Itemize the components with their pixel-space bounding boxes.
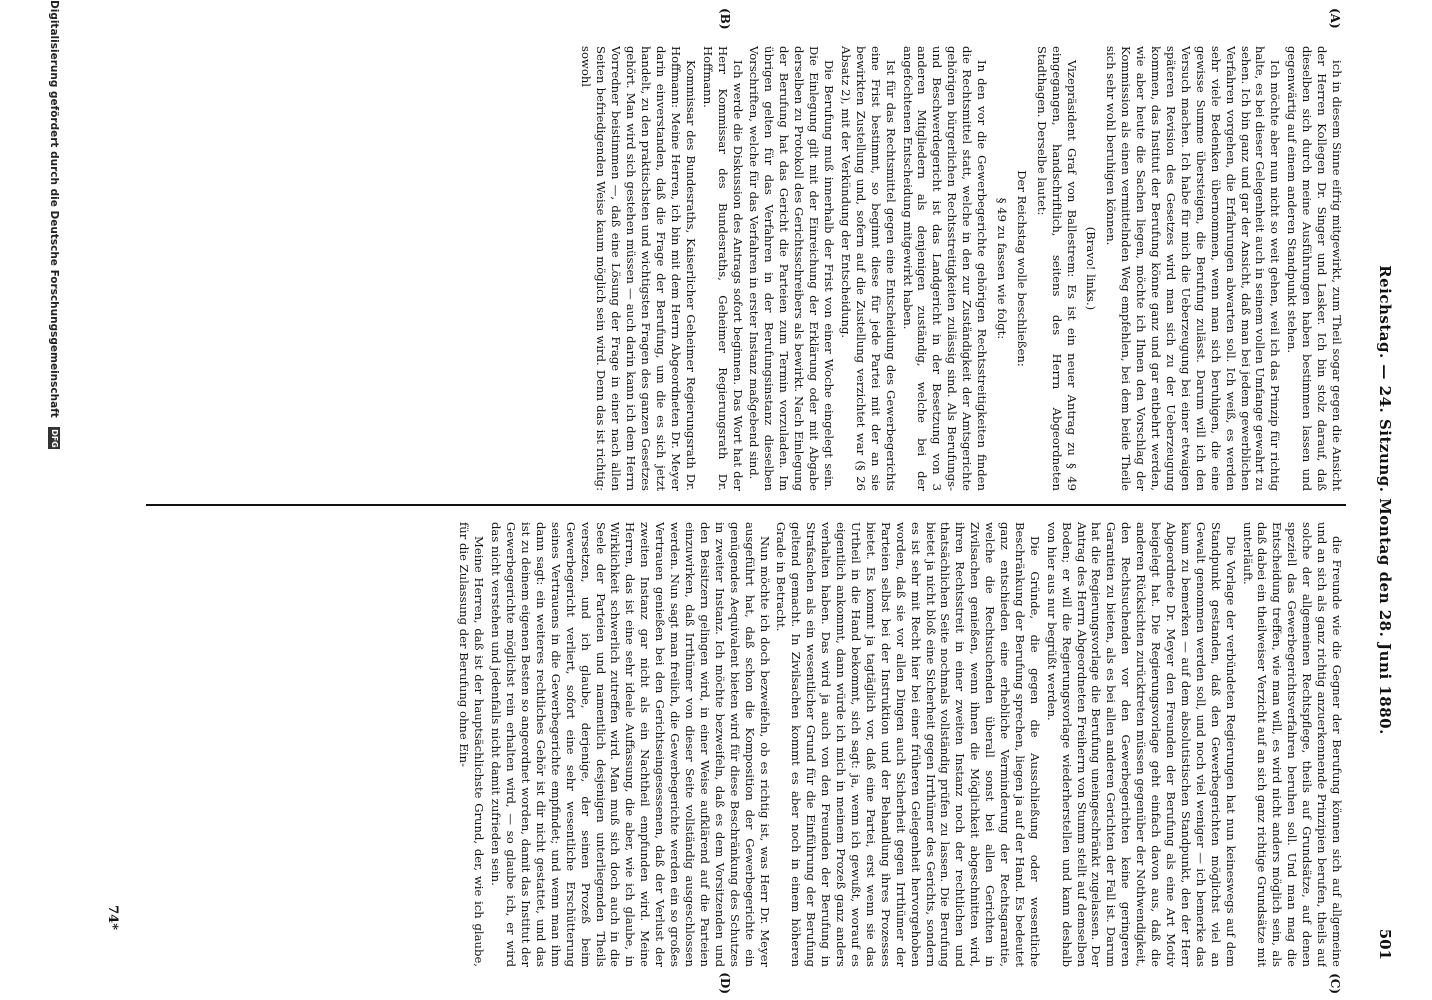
paragraph: Ich möchte aber nun nicht so weit gehen, weil ich das Prinzip für richtig halte, es bei dieser Gelegenheit auch in seinem vollen Umfange gewahrt zu sehen. Ich bin ganz und gar der Ansicht, daß man bei jedem gewerblichen Verfahren vorgehen, die Erfahrungen abwarten soll. Ich weiß, es werden sehr viele Bedenken übernommen, wenn man sich beruhigen, die eine gewisse Summe übersteigen, die Berufung zulässt. Darum will ich den Versuch machen. Ich habe für mich die Ueberzeugung bei einer etwaigen späteren Revision des Gesetzes wird man sich zu der Ueberzeugung kommen, das Institut der Berufung könne ganz und gar entbehrt werden, wie aber heute die Sachen liegen, möchte ich Ihnen den Vorschlag der Kommission als einen vermittelnden Weg empfehlen, bei dem beide Theile sich sehr wohl beruhigen können. [1104, 46, 1283, 491]
page-header [1370, 40, 1394, 960]
paragraph: die Freunde wie die Gegner der Berufung können sich auf allgemeine und an sich als ganz richtig anzuerkennende Prinzipien berufen, theils auf solche der allgemeinen Rechtspflege, theils auf Grundsätze, auf denen speziell das Gewerbegerichtsverfahren beruhen soll. Und man mag die Entscheidung treffen, wie man will, es wird nicht anders möglich sein, als daß dabei ein theilweiser Verzicht auf an sich ganz richtige Grundsätze mit unterläuft. [1240, 522, 1344, 967]
paragraph: Vizepräsident Graf von Ballestrem: Es ist ein neuer Antrag zu § 49 eingegangen, handschriftlich, seitens des Herrn Abgeordneten Stadthagen. Derselbe lautet: [1034, 46, 1079, 491]
left-text-column [164, 46, 1344, 491]
dfg-logo-icon: DFG [50, 429, 59, 448]
paragraph: ich in diesem Sinne eifrig mitgewirkt, zum Theil sogar gegen die Ansicht der Herren Kollegen Dr. Singer und Lasker. Ich bin stolz darauf, daß dieselben sich durch meine Ausführungen haben bestimmen lassen und gegenwärtig auf einem anderen Standpunkt stehen. [1285, 46, 1344, 491]
margin-mark-c: (C) [1328, 973, 1342, 994]
right-text-column [164, 522, 1344, 967]
paragraph: In den vor die Gewerbegerichte gehörigen Rechtsstreitigkeiten finden die Rechtsmittel statt, welche in den zur Zuständigkeit der Amtsgerichte gehörigen bürgerlichen Rechtsstreitigkeiten zulässig sind. Als Berufungs- und Beschwerdegericht ist das Landgericht in der Besetzung von 3 anderen Mitgliedern als denjenigen zuständig, welche bei der angefochtenen Entscheidung mitgewirkt haben. [900, 46, 990, 491]
header-title: Reichstag. — 24. Sitzung. Montag den 28. Juni 1880. [1376, 265, 1394, 735]
margin-mark-a: (A) [1328, 8, 1342, 29]
paragraph: Die Gründe, die gegen die Ausschließung oder wesentliche Beschränkung der Berufung sprechen, liegen ja auf der Hand. Es bedeutet ganz entschieden eine erhebliche Verminderung der Rechtsgarantie, welche die Rechtsuchenden überall sonst bei allen Gerichten in Zivilsachen genießen, wenn ihnen die Möglichkeit abgeschnitten wird, ihren Rechtsstreit in einer zweiten Instanz noch der rechtlichen und thatsächlichen Seite nochmals vollständig prüfen zu lassen. Die Berufung bietet ja nicht bloß eine Sicherheit gegen Irrthümer des Gerichts, sondern es ist sehr mit Recht hier bei einer früheren Gelegenheit hervorgehoben worden, daß sie vor allen Dingen auch Sicherheit gegen Irrthümer der Parteien selbst bei der Instruktion und der Behandlung ihres Prozesses bietet. Es kommt ja tagtäglich vor, daß eine Partei, erst wenn sie das Urtheil in die Hand bekommt, sich sagt: ja, wenn ich gewußt, worauf es eigentlich ankommt, dann würde ich mich in meinem Prozeß ganz anders verhalten haben. Das wird ja auch von den Freunden der Berufung in Strafsachen als ein wesentlicher Grund für die Einführung der Berufung geltend gemacht. In Zivilsachen kommt es aber noch in einem höheren Grade in Betracht. [774, 522, 1042, 967]
paragraph: Nun möchte ich doch bezweifeln, ob es richtig ist, was Herr Dr. Meyer ausgeführt hat, daß schon die Komposition der Gewerbegerichte ein genügendes Aequivalent bieten wird für diese Beschränkung des Schutzes in zweiter Instanz. Ich möchte bezweifeln, daß es dem Vorsitzenden und den Beisitzern gelingen wird, in einer Weise aufklärend auf die Parteien einzuwirken, daß Irrthümer von dieser Seite vollständig ausgeschlossen werden. Nun sagt man freilich, die Gewerbegerichte werden ein so großes Vertrauen genießen bei den Gerichtseingesessenen, daß der Verlust der zweiten Instanz gar nicht als ein Nachtheil empfunden wird. Meine Herren, das ist eine sehr ideale Auffassung, die aber, wie ich glaube, in Wirklichkeit schwerlich zutreffen wird. Man muß sich doch auch in die Seele der Parteien und namentlich desjenigen unterliegenden Theils versetzen, und ich glaube, derjenige, der seinen Prozeß beim Gewerbegericht verliert, sofort eine sehr wesentliche Erschütterung seines Vertrauens in die Gewerbegerichte empfindet; und wenn man ihm dann sagt: ein weiteres rechtliches Gehör ist dir nicht gestattet, und das ist zu deinem eigenen Besten so angeordnet worden, damit das Institut der Gewerbegerichte möglichst rein erhalten wird, — so glaube ich, er wird das nicht verstehen und jedenfalls nicht damit zufrieden sein. [489, 522, 772, 967]
paragraph: Die Berufung muß innerhalb der Frist von einer Woche eingelegt sein. Die Einlegung gilt mit der Einreichung der Erklärung oder mit Abgabe derselben zu Protokoll des Gerichtsschreibers als bewirkt. Nach Einlegung der Berufung hat das Gericht die Parteien zum Termin vorzuladen. Im übrigen gelten für das Verfahren in der Berufungsinstanz dieselben Vorschriften, welche für das Verfahren in erster Instanz maßgebend sind. [747, 46, 836, 491]
applause-note: (Bravo! links.) [1084, 226, 1099, 311]
paragraph: Kommissar des Bundesraths, Kaiserlicher Geheimer Regierungsrath Dr. Hoffmann: Meine Herren, ich bin mit dem Herrn Abgeordneten Dr. Meyer darin einverstanden, daß die Frage der Berufung, um die es sich jetzt handelt, zu den praktischsten und wichtigsten Fragen des ganzen Gesetzes gehört. Man wird sich gestehen müssen — auch darin kann ich dem Herrn Vorredner beistimmen —, daß eine Lösung der Frage in einer nach allen Seiten befriedigenden Weise kaum möglich sein wird. Denn das ist richtig: sowohl [579, 46, 698, 491]
motion-intro: Der Reichstag wolle beschließen: [1014, 170, 1029, 367]
motion-section: § 49 zu fassen wie folgt: [994, 197, 1009, 340]
digitization-footer [48, 0, 60, 1000]
column-divider [146, 504, 1346, 506]
paragraph: Ich werde die Diskussion des Antrags sofort beginnen. Das Wort hat der Herr Kommissar des Bundesraths, Geheimer Regierungsrath Dr. Hoffmann. [700, 46, 745, 491]
paragraph: Meine Herren, daß ist der hauptsächlichste Grund, der, wie ich glaube, für die Zulassung der Berufung ohne Ein- [457, 522, 487, 967]
footer-text: Digitalisierung gefördert durch die Deutsche Forschungsgemeinschaft [48, 0, 60, 418]
paragraph: Die Vorlage der verbündeten Regierungen hat nun keineswegs auf dem Standpunkt gestanden, daß den Gewerbegerichten möglichst viel an Gewalt genommen werden soll, und noch viel weniger — ich bemerke das kaum zu bemerken — auf dem absolutistischen Standpunkt, den der Herr Abgeordnete Dr. Meyer den Freunden der Berufung als eine Art Motiv beigelegt hat. Die Regierungsvorlage geht einfach davon aus, daß die anderen Rücksichten zurücktreten müssen gegenüber der Nothwendigkeit, den Rechtsuchenden vor den Gewerbegerichten keine geringeren Garantien zu bieten, als es bei allen anderen Gerichten der Fall ist. Darum hat die Regierungsvorlage die Berufung uneingeschränkt zugelassen. Der Antrag des Herrn Abgeordneten Freiherrn von Stumm stellt auf demselben Boden; er will die Regierungsvorlage wiederherstellen und kann deshalb von hier aus nur begrüßt werden. [1044, 522, 1238, 967]
page-number: 501 [1376, 928, 1394, 960]
page-signature: 74* [105, 905, 120, 930]
margin-mark-b: (B) [718, 8, 732, 30]
margin-mark-d: (D) [718, 972, 732, 994]
paragraph: Ist für das Rechtsmittel gegen eine Entscheidung des Gewerbegerichts eine Frist bestimmt, so beginnt diese für jede Partei mit der an sie bewirkten Zustellung und, sofern auf die Zustellung verzichtet war (§ 26 Absatz 2), mit der Verkündung der Entscheidung. [838, 46, 898, 491]
